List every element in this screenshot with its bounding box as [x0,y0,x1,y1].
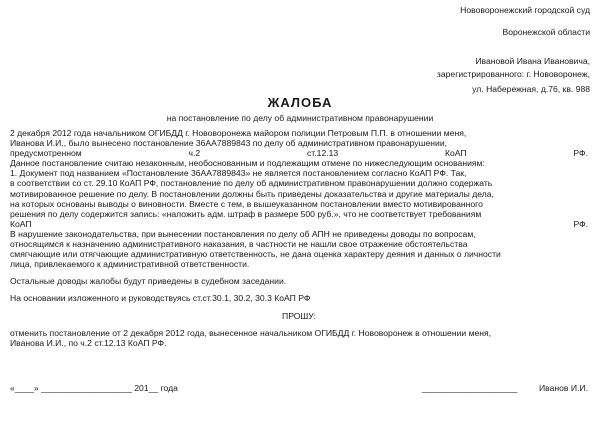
text-line: Данное постановление считаю незаконным, необоснованным и подлежащим отмене по нижеследующим основаниям: [10,158,485,169]
paragraph-violation [10,229,588,269]
text-word: предусмотренном [10,148,82,159]
signature-line: ____________________ [421,383,518,393]
paragraph-legal-basis: На основании изложенного и руководствуясь ст.ст.30.1, 30.2, 30.3 КоАП РФ [10,293,311,304]
text-word: КоАП [445,148,467,159]
document-body [10,128,588,348]
text-line: решения по делу содержится запись: «наложить адм. штраф в размере 500 руб.», что не соответствует требованиям [10,208,482,219]
date-line: «____» ___________________ 201__ года [10,383,178,393]
court-region: Воронежской области [502,27,590,37]
text-line: смягчающие или отягчающие административную ответственность, не дана оценка характеру деяния и данных о личности [10,249,501,260]
text-line: Иванова И.И., по ч.2 ст.12.13 КоАП РФ. [10,337,167,348]
text-line: В нарушение законодательства, при вынесении постановления по делу об АПН не приведены доводы по вопросам, [10,228,476,239]
text-line: на которых основаны выводы о виновности. Вместе с тем, в вышеуказанном постановлении вместо мотивированного [10,198,483,209]
text-word: КоАП [10,218,32,229]
document-title: ЖАЛОБА [267,95,333,110]
paragraph-grounds [10,158,588,229]
text-word: РФ. [573,218,588,229]
text-word: РФ. [573,148,588,159]
request-heading: ПРОШУ: [282,310,316,321]
text-line: относящимся к назначению административного наказания, в частности не нашли свое отражение обстоятельства [10,239,468,250]
text-line: лица, привлекаемого к административной ответственности. [10,259,250,270]
text-line: Иванова И.И., было вынесено постановление 36АА7889843 по делу об административном правонарушении, [10,138,448,149]
signature-block [10,383,588,393]
applicant-name: Ивановой Ивана Ивановича, [475,56,590,66]
text-line: 1. Документ под названием «Постановление 36АА7889843» не является постановлением согласно КоАП РФ. Так, [10,168,467,179]
text-word: ч.2 [188,148,201,159]
applicant-street: ул. Набережная, д.76, кв. 988 [472,84,590,94]
text-word: ст.12.13 [307,148,339,159]
document-subtitle: на постановление по делу об административном правонарушении [166,113,434,123]
applicant-registered: зарегистрированного: г. Нововоронеж, [436,69,590,79]
text-line: мотивированное решение по делу. В постановлении должны быть приведены доказательства и другие материалы дела, [10,188,494,199]
paragraph-facts [10,128,588,158]
text-line: в соответствии со ст. 29.10 КоАП РФ, постановление по делу об административном правонарушении должно содержать [10,178,493,189]
signer-name: Иванов И.И. [538,383,588,393]
paragraph-request [10,328,588,348]
court-name: Нововоронежский городской суд [460,5,590,15]
text-line: отменить постановление от 2 декабря 2012 года, вынесенное начальником ОГИБДД г. Нововоронеж в отношении меня, [10,327,492,338]
paragraph-other-arguments: Остальные доводы жалобы будут приведены в судебном заседании. [10,276,287,287]
text-line: 2 декабря 2012 года начальником ОГИБДД г. Нововоронежа майором полиции Петровым П.П. в отношении меня, [10,128,467,138]
